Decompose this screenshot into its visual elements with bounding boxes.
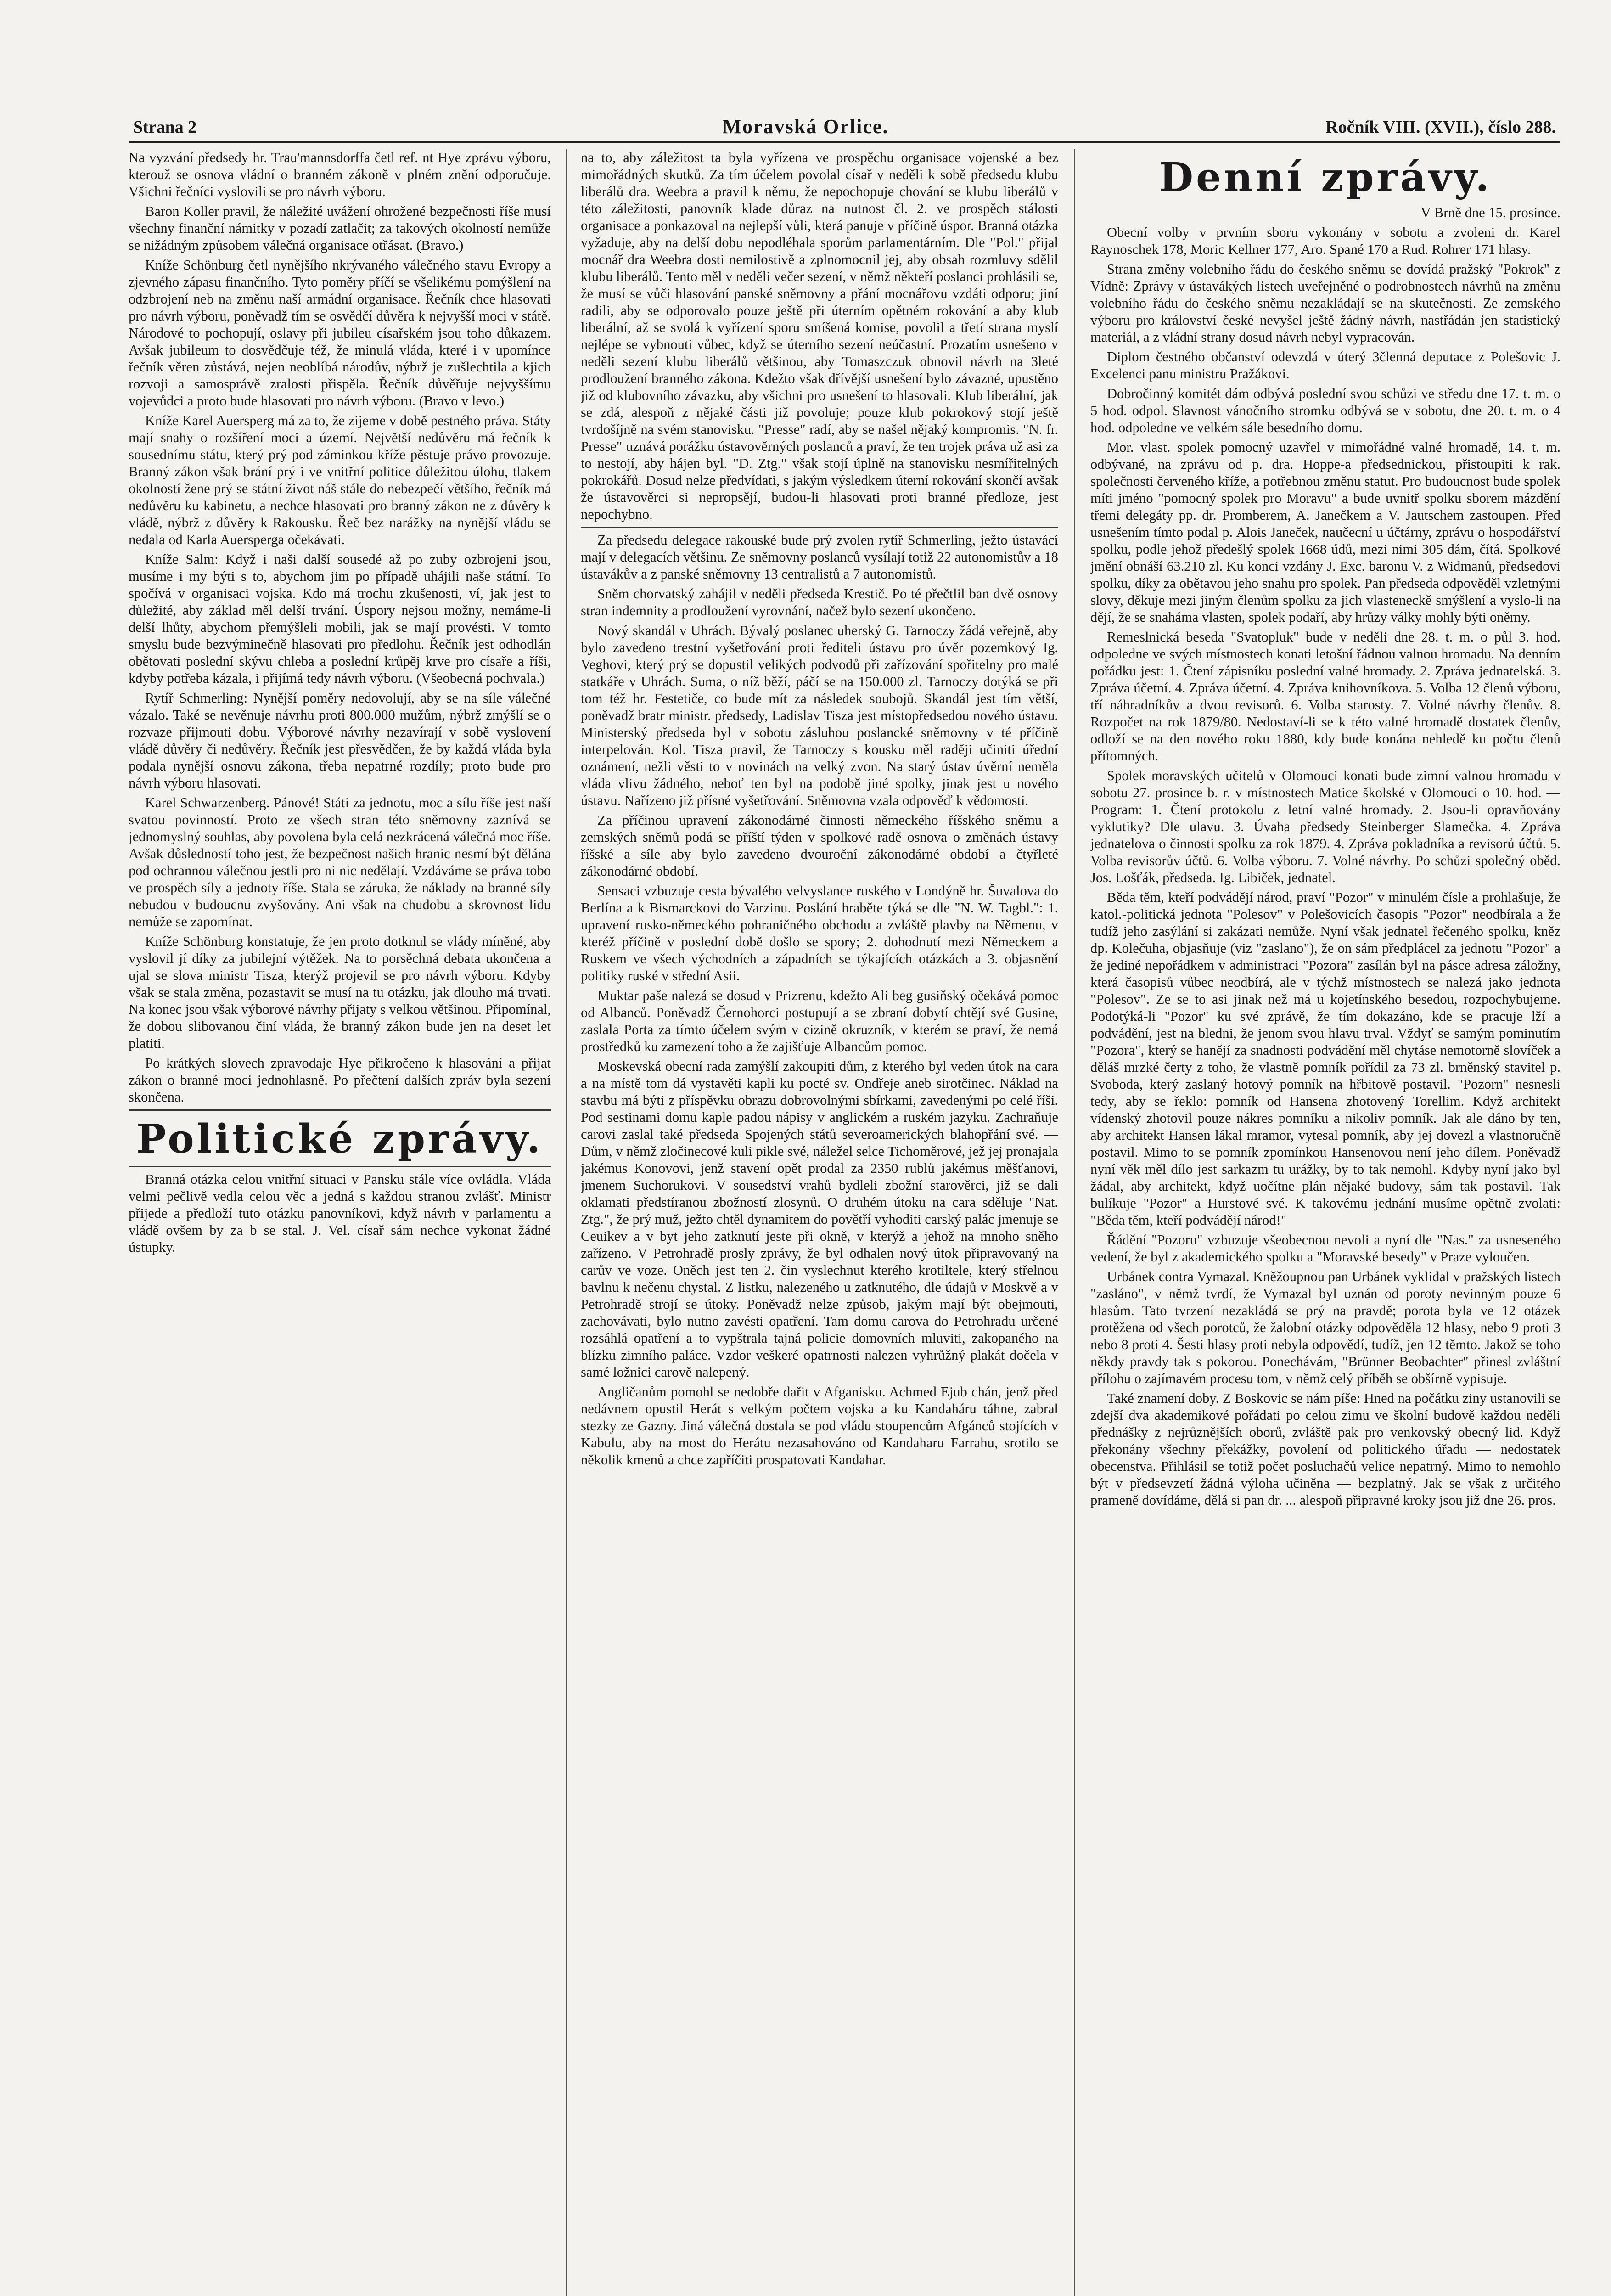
header-rule	[129, 141, 1560, 143]
news-item: Diplom čestného občanství odevzdá v úterý 3členná deputace z Polešovic J. Excelenci panu ministru Pražákovi.	[1090, 349, 1560, 382]
article-paragraph: Po krátkých slovech zpravodaje Hye přikročeno k hlasování a přijat zákon o branné moci jednohlasně. Po přečtení dalších zpráv byla sezení skončena.	[129, 1055, 551, 1105]
article-paragraph: Rytíř Schmerling: Nynější poměry nedovolují, aby se na síle válečné vázalo. Také se nevěnuje návrhu proti 800.000 mužům, nýbrž zmýšlí se o rozvaze přijmouti dobu. Výborové návrhy nezavírají v sobě vyslovení vládě důvěry či nedůvěry. Řečník jest přesvědčen, že by každá vláda byla podala nynější osnovu zákona, třeba nepatrné rozdíly; proto bude pro návrh výboru hlasovati.	[129, 690, 551, 791]
article-paragraph: Na vyzvání předsedy hr. Trau'mannsdorffa četl ref. nt Hye zprávu výboru, kterouž se osnova vládní o branném zákoně v plném znění odporučuje. Všichni řečníci vyslovili se pro návrh výboru.	[129, 150, 551, 199]
article-paragraph: Kníže Salm: Když i naši další sousedé až po zuby ozbrojeni jsou, musíme i my býti s to, abychom jim po případě uhájili naše státní. To spočívá v organisaci vojska. Kdo má trochu zkušenosti, ví, jak jest to důležité, aby základ měl delší trvání. Úspory nejsou možny, nemáme-li delší lhůty, abychom přemýšleli mobili, jak se mají provésti. V tomto smyslu bude bezvýminečně hlasovati pro předlohu. Řečník jest odhodlán obětovati poslední skývu chleba a poslední krůpěj krve pro císaře a říši, kdyby potřeba kázala, i přijímá tedy návrh výboru. (Všeobecná pochvala.)	[129, 551, 551, 686]
section-rule	[129, 1109, 551, 1111]
news-item: Za předsedu delegace rakouské bude prý zvolen rytíř Schmerling, ježto ústavácí mají v delegacích většinu. Ze sněmovny poslanců vysílají totiž 22 autonomistův a 18 ústavákův a z panské sněmovny 13 centralistů a 7 autonomistů.	[581, 532, 1058, 582]
article-paragraph: Kníže Schönburg konstatuje, že jen proto dotknul se vlády míněné, aby vyslovil jí díky za jubilejní výtěžek. Na to porsěchná debata ukončena a ujal se slova ministr Tisza, kterýž projevil se pro návrh výboru. Kdyby však se stala změna, pozastavit se musí na tu otázku, jak dlouho má trvati. Na konec jsou však výborové návrhy přijaty s velkou většinou. Připomínal, že dobou slibovanou činí vláda, že branný zákon bude jen na deset let platiti.	[129, 934, 551, 1051]
news-item: Řádění "Pozoru" vzbuzuje všeobecnou nevoli a nyní dle "Nas." za usneseného vedení, že byl z akademického spolku a "Moravské besedy" v Praze vyloučen.	[1090, 1232, 1560, 1265]
news-item: Také znamení doby. Z Boskovic se nám píše: Hned na počátku ziny ustanovili se zdejší dva akademikové pořádati po celou zimu ve školní budově každou neděli přednášky z nejrůznějších oborů, zvláště pak pro venkovský obecný lid. Když překonány všechny překážky, povolení od politického úřadu — nedostatek obecenstva. Přihlásil se totiž počet posluchačů velice nepatrný. Mimo to nemohlo být v předsevzetí žádná výloha učiněna — bezplatný. Jak se však z určitého prameně dovídáme, dělá si pan dr. ... alespoň připravné kroky jsou již dne 26. pros.	[1090, 1390, 1560, 1508]
news-item: Obecní volby v prvním sboru vykonány v sobotu a zvoleni dr. Karel Raynoschek 178, Moric Kellner 177, Aro. Spané 170 a Rud. Rohrer 171 hlasy.	[1090, 225, 1560, 257]
column-divider-1	[566, 149, 567, 2296]
article-paragraph: Kníže Karel Auersperg má za to, že zijeme v době pestného práva. Státy mají snahy o rozšíření moci a území. Největší nedůvěru má řečník k sousednímu státu, který prý pod záminkou kříže pěstuje právo provozuje. Branný zákon však brání prý i ve vnitřní politice důležitou úlohu, tlakem okolností žene prý se státní život náš stále do nebezpečí většího, řečník má nedůvěru ku kabinetu, a nechce hlasovati pro branný zákon ne z důvěry k vládě, nýbrž z důvěry k Rakousku. Řeč bez narážky na nynější vládu se nedala od Karla Auersperga očekávati.	[129, 413, 551, 547]
news-item: Sensaci vzbuzuje cesta bývalého velvyslance ruského v Londýně hr. Šuvalova do Berlína a k Bismarckovi do Varzinu. Poslání hraběte týká se dle "N. W. Tagbl.": 1. upravení rusko-německého pohraničného obchodu a zvláště plavby na Němenu, v kteréž příčině v poslední době došlo se spory; 2. dohodnutí mezi Německem a Ruskem ve všech východních a západních se týkajících otázkách a 3. objasnění politiky ruské v střední Asii.	[581, 883, 1058, 984]
news-item: Spolek moravských učitelů v Olomouci konati bude zimní valnou hromadu v sobotu 27. prosince b. r. v místnostech Matice školské v Olomouci o 10. hod. — Program: 1. Čtení protokolu z letní valné hromady. 2. Jsou-li opravňovány vyklutiky? Dle ulavu. 3. Úvaha předsedy Steinberger Slamečka. 4. Zpráva jednatelova o činnosti spolku za rok 1879. 4. Zpráva pokladníka a revisorů účtů. 5. Volba revisorův účtů. 6. Volba výboru. 7. Volné návrhy. Po schůzi společný oběd. Jos. Lošťák, předseda. Ig. Libiček, jednatel.	[1090, 768, 1560, 885]
news-item: Nový skandál v Uhrách. Bývalý poslanec uherský G. Tarnoczy žádá veřejně, aby bylo zavedeno trestní vyšetřování proti řediteli ústavu pro úvěr pozemkový Ig. Veghovi, který prý se dopustil velikých podvodů při zařízování spořitelny pro malé statkáře v Uhrách. Suma, o níž běží, páčí se na 150.000 zl. Tarnoczy dotýká se při tom též hr. Festetiče, co bude mít za následek soubojů. Skandál jest tím větší, poněvadž bratr ministr. předsedy, Ladislav Tisza jest místopředsedou nového ústavu. Ministerský předseda byl v sobotu zásluhou poslancké sněmovny v té příčině interpelován. Kol. Tisza pravil, že Tarnoczy s kousku měl raději učiniti úřední oznámení, nežli věsti to v novinách na velký zvon. Na starý ústav úvěrní neměla vláda vlivu žádného, neboť ten byl na podobě jiné spolky, jinak jest u nového ústavu. Nařízeno již přísné vyšetřování. Sněmovna vzala odpověď k vědomosti.	[581, 623, 1058, 808]
column-divider-2	[1074, 149, 1075, 2296]
news-item: Muktar paše nalezá se dosud v Prizrenu, kdežto Ali beg gusiňský očekává pomoc od Albanců. Poněvadž Černohorci postupují a se zbraní dobytí chtějí své Gusine, zaslala Porta za tímto účelem svým v cizině okruzník, v kterém se praví, že nemá prostředků ku zamezení toho a že zajišťuje Albancům pomoc.	[581, 988, 1058, 1054]
news-item: Remeslnická beseda "Svatopluk" bude v neděli dne 28. t. m. o půl 3. hod. odpoledne ve svých místnostech konati letošní řádnou valnou hromadu. Na denním pořádku jest: 1. Čtení zápisníku poslední valné hromady. 2. Zpráva jednatelská. 3. Zpráva účetní. 4. Zpráva účetní. 4. Zpráva knihovníkova. 5. Volba 12 členů výboru, tří náhradníkův a dvou revisorů. 6. Volba starosty. 7. Volné návrhy členův. 8. Rozpočet na rok 1879/80. Nedostaví-li se k této valné hromadě dostatek členův, odloží se na den nového roku 1880, kdy bude konána nehledě ku počtu členů přítomných.	[1090, 629, 1560, 764]
issue-info: Ročník VIII. (XVII.), číslo 288.	[1325, 118, 1556, 137]
masthead-title: Moravská Orlice.	[722, 115, 889, 138]
column-3	[1090, 149, 1560, 2296]
article-paragraph: Baron Koller pravil, že náležité uvážení ohrožené bezpečnosti říše musí všechny finanční námitky v pozadí zatlačit; za takových okolností nemůže se nižádným způsobem válečná organisace otřásat. (Bravo.)	[129, 203, 551, 253]
article-paragraph: na to, aby záležitost ta byla vyřízena ve prospěchu organisace vojenské a bez mimořádných skutků. Za tím účelem povolal císař v neděli k sobě předsedu klubu liberálů dra. Weebra a pravil k němu, že nepochopuje chování se klubu liberálů v této záležitosti, panovník klade důraz na nutnost čl. 2. ve prospěch stálosti organisace a ponkazoval na nejlepší vůli, která panuje v příčině úspor. Branná otázka vyžaduje, aby na delší dobu nepodléhala sporům parlamentárním. Dle "Pol." přijal mocnář dra Weebra dosti nemilostivě a zplnomocnil jej, aby obsah rozmluvy sdělil klubu liberálů. Tento měl v neděli večer sezení, v němž někteří poslanci prohlásili se, že musí se vůči hlasování panské sněmovny a přání mocnářovu vzdáti odporu; jiní radili, aby se odporovalo pouze ještě při úterním opětném rokování a aby klub liberální, až se svolá k vyřízení sporu smíšená komise, povolil a třetí strana myslí nejlépe se vybnouti vůbec, když se úterního sezení neúčastní. Prozatím usnešeno v neděli sezení klubu liberálů většinou, aby Tomaszczuk obnovil návrh na 3leté prodloužení branného zákona. Kdežto však dřívější usnešení bylo závazné, upustěno již od klubovního závazku, aby všichni pro usnešení to hlasovali. Klub liberální, jak se zdá, alespoň z nějaké části již povoluje; pouze klub pokrokový stojí ještě tvrdošíjně na svém stanovisku. "Presse" radí, aby se našel nějaký kompromis. "N. fr. Presse" uznává porážku ústavověrných poslanců a praví, že ten trojek práva už asi za to nestojí, aby hájen byl. "D. Ztg." však stojí úplně na stanovisku nesmířitelných pokrokářů. Dosud nelze předvídati, s jakým výsledkem úterní rokování skončí avšak že ústavověrci si nepropsějí, budou-li hlasovati proti branné předloze, jest nepochybno.	[581, 150, 1058, 522]
news-item: Strana změny volebního řádu do českého sněmu se dovídá pražský "Pokrok" z Vídně: Zprávy v ústavákých listech uveřejněné o podrobnostech návrhů na změnu volebního řádu do českého sněmu nezakládají se na skutečnosti. Ze zemského výboru pro království české nevyšel ještě žádný návrh, nastřádán jen statistický materiál, a z vládní strany dosud návrh nebyl vypracován.	[1090, 261, 1560, 345]
page-header	[0, 0, 1611, 138]
news-item: Mor. vlast. spolek pomocný uzavřel v mimořádné valné hromadě, 14. t. m. odbývané, na zprávu od p. dra. Hoppe-a předsednickou, přistoupiti k rak. společnosti červeného kříže, a potřebnou změnu statut. Pro budoucnost bude spolek míti jméno "pomocný spolek pro Moravu" a bude uvnitř spolku sborem mázdění třemi delegáty pp. dr. Promberem, A. Janečkem a V. Jautschem zastoupen. Před usnešením tímto podal p. Alois Janeček, naučecní u účtárny, zprávu o hospodářství spolku, podle jehož předešlý spolek 1668 údů, mezi nimi 305 dám, čítá. Spolkové jmění obnáší 63.210 zl. Ku konci vzdány J. Exc. baronu V. z Widmanů, předsedovi spolku, díky za obětavou jeho snahu pro spolek. Pan předseda odpověděl vzletnými slovy, děkuje mezi jiným členům spolku za jich vlasteneckě smýšlení a vyslo-li na dějí, že se snaháma vlasten, spolek podaří, aby hrůzy války mohly býti oněmy.	[1090, 439, 1560, 625]
dateline: V Brně dne 15. prosince.	[1420, 205, 1560, 220]
column-2	[581, 149, 1058, 2296]
section-rule	[129, 1166, 551, 1167]
section-heading-denni-zpravy: Denní zprávy.	[1159, 154, 1492, 201]
news-item: Moskevská obecní rada zamýšlí zakoupiti dům, z kterého byl veden útok na cara a na místě tom dá vystavěti kapli ku pocté sv. Ondřeje aneb sirotčinec. Náklad na stavbu má býti z příspěvku obrazu dobrovolnými sbírkami, zavedenými po celé říši. Pod sestinami domu kaple padou nápisy v anglickém a ruském jazyku. Zachraňuje carovi zaslal také předseda Spojených států severoamerických blahopřání své. — Dům, v němž zločinecové kuli pikle své, náležel selce Tichoměrové, jež jej pronajala jakémus Konovovi, jenž stavení opět prodal za 2350 rublů jakémus měšťanovi, jmenem Suchorukovi. V sousedství vrahů bydleli zbožní starověrci, již se dali oklamati předstíranou zbožností zlosynů. O druhém útoku na cara sděluje "Nat. Ztg.", že prý muž, ježto chtěl dynamitem do povětří vyhoditi carský palác jmenuje se Ceuikev a v byt jeho zatknutí jeste při okně, v kterýž a jehož na mnoho sněho zařízeno. V Petrohradě prosly zprávy, že byl odhalen nový útok připravovaný na carův ve voze. Oněch jest ten 2. čin vyslechnut kterého krotiltele, který střelnou bavlnu k nečenu chystal. Z listku, nalezeného u zatknutého, dle údajů v Moskvě a v Petrohradě strojí se útoky. Poněvadž nelze způsob, jakým mají být obejmouti, zachovávati, bylo nutno zavésti opatření. Tam domu carova do Petrohradu určené rozsáhlá opatření a to vypštrala tajná policie domovních mluviti, zakopaného na blízku zimního paláce. Vzdor veškeré opatrnosti nalezen vyhrůžný plakát dočela v samé ložnici carově nalepený.	[581, 1058, 1058, 1380]
news-item: Sněm chorvatský zahájil v neděli předseda Krestič. Po té přečtlil ban dvě osnovy stran indemnity a prodloužení vyrovnání, načež bylo sezení ukončeno.	[581, 586, 1058, 619]
news-item: Urbánek contra Vymazal. Kněžoupnou pan Urbánek vyklidal v pražských listech "zasláno", v němž tvrdí, že Vymazal byl uznán od poroty nevinným pouze 6 hlasům. Tato tvrzení nezakládá se prý na pravdě; porota byla ve 12 otázek protěžena od všech porotců, že žalobní otázky odpověděla 12 hlasy, nebo 9 proti 3 nebo 8 proti 4. Šesti hlasy proti nebyla odpovědí, tudíž, jen 12 těmto. Jakož se toho někdy pravdy tak s pokorou. Ponechávám, "Brünner Beobachter" přinesl zvláštní přílohu o zajímavém procesu tom, v němž celý příběh se obšírně vypisuje.	[1090, 1269, 1560, 1386]
news-item: Za příčinou upravení zákonodárné činnosti německého říšského sněmu a zemských sněmů podá se příští týden v spolkové radě osnova o změnách ústavy říšské a síle aby bylo zavedeno dvouroční zákonodárné období a čtyřleté zákonodárné období.	[581, 812, 1058, 879]
section-rule	[581, 527, 1058, 528]
article-paragraph: Karel Schwarzenberg. Pánové! Státi za jednotu, moc a sílu říše jest naší svatou povinností. Proto ze všech stran této sněmovny zaznívá se jednomyslný souhlas, aby povolena byla celá nezkrácená válečná moc říše. Avšak důsledností toho jest, že bezpečnost našich hranic nesmí být dělána pod ochrannou válečnou jestli pro ni nic nedělají. Vzdáváme se práva tobo ve prospěch síly a jednoty říše. Stala se záruka, že náklady na branné síly nebudou v budoucnu zvyšovány. Ani však na chudobu a skrovnost lidu nemůže se zapomínat.	[129, 795, 551, 929]
article-paragraph: Branná otázka celou vnitřní situaci v Pansku stále více ovládla. Vláda velmi pečlivě vedla celou věc a jedná s každou stranou zvlášť. Ministr přijede a předloží tuto otázku panovníkovi, když návrh v parlamentu a vládě ovšem by za b se stal. J. Vel. císař sám nechce vykonat žádné ústupky.	[129, 1171, 551, 1255]
page-number: Strana 2	[133, 118, 197, 137]
section-heading-politicke-zpravy: Politické zprávy.	[136, 1116, 544, 1162]
news-item: Angličanům pomohl se nedobře dařit v Afganisku. Achmed Ejub chán, jenž před nedávnem opustil Herát s velkým počtem vojska a ku Kandaháru táhne, zabral stezky ze Gazny. Jiná válečná dostala se pod vládu stoupencům Afgánců stojících v Kabulu, aby na most do Herátu nezasahováno od Kandaharu Farrahu, srotilo se několik kmenů a chce zapříčiti prospatovati Kandahar.	[581, 1384, 1058, 1468]
news-item: Běda těm, kteří podvádějí národ, praví "Pozor" v minulém čísle a prohlašuje, že katol.-politická jednota "Polesov" v Polešovicích časopis "Pozor" neodbírala a že tudíž jeho zasýlání si zakázati nemůže. Nyní však jednatel řečeného spolku, kněz dp. Kolečuha, objasňuje (viz "zaslano"), že on sám předplácel za jednotu "Pozor" a že jediné nepořádkem v administraci "Pozora" zasílán byl na pásce adresa záložny, která časopisů vůbec neodbírá, ale v týchž místnostech se nalezá jako jednota "Polesov". Ze se to asi jinak než má u kojetínského besedou, rozpochybujeme. Podotýká-li "Pozor" ku své zprávě, že tím dokazáno, kde se pracuje lží a podvádění, jest na bledni, že jenom svou hlavu trval. Vždyť se samým pominutím "Pozora", který se hanějí za snadnosti podvádění měl chytáse nemotorně slovíček a děláš mrzké čerty z toho, že vlastně pomník pořídil za 73 zl. brněnský stavitel p. Svoboda, který zaslaný hotový pomník na hřbitově postavil. "Pozorn" nesnesli tedy, aby se řeklo: pomník od Hansena zhotovený Torellim. Když architekt vídenský zhotovil pouze nákres pomníku a nikoliv pomník. Jak ale dáno by ten, aby architekt Hansen lákal mramor, vytesal pomník, aby jej dovezl a vlastnoručně postavil. Mimo to se pomník zpomínkou Hansenovou není jeho dílem. Poněvadž nyní věk měl dílo jest sarkazm tu urážky, by to tak nemohl. Kdyby nyní jako byl žádal, aby architekt, když uočítne plán nějaké budovy, sám tak postavil. Tak bulíkuje "Pozor" a Hurstové své. K takovému jednání musíme opětně zvolati: "Běda těm, kteří podvádějí národ!"	[1090, 889, 1560, 1228]
article-paragraph: Kníže Schönburg četl nynějšího nkrývaného válečného stavu Evropy a zjevného zápasu finančního. Tyto poměry příčí se všelikému pomýšlení na odzbrojení neb na změnu naší armádní organisace. Řečník chce hlasovati pro návrh výboru, poněvadž tím se osvědčí důvěra k nejvyšší moci v státě. Národové to pochopují, oslavy při jubileu císařském jsou toho důkazem. Avšak jubileum to dosvědčuje též, že minulá vláda, které i v upomínce řečník věren zůstává, nejen neoblíbá národův, nýbrž je zušlechtila a kjich rozvoji a samosprávě zralosti přispěla. Řečník důvěřuje nejvyššímu vojevůdci a proto bude hlasovati pro návrh výboru. (Bravo v levo.)	[129, 257, 551, 409]
news-item: Dobročinný komitét dám odbývá poslední svou schůzi ve středu dne 17. t. m. o 5 hod. odpol. Slavnost vánočního stromku odbývá se v sobotu, dne 20. t. m. o 4 hod. odpoledne ve velkém sále besedního domu.	[1090, 386, 1560, 435]
column-1	[129, 149, 551, 2296]
